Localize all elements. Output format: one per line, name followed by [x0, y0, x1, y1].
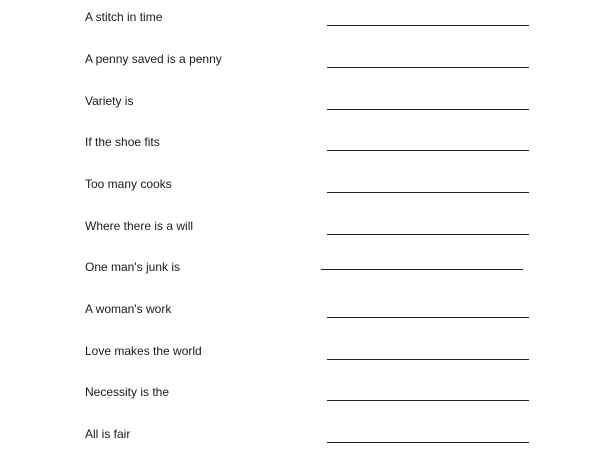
answer-blank-line[interactable]	[327, 25, 529, 26]
proverb-prompt: All is fair	[85, 427, 131, 441]
proverb-row	[0, 135, 612, 165]
proverb-row	[0, 385, 612, 415]
proverb-row	[0, 177, 612, 207]
answer-blank-line[interactable]	[327, 192, 529, 193]
proverb-row	[0, 302, 612, 332]
proverb-prompt: A woman's work	[85, 302, 172, 316]
proverb-prompt: A stitch in time	[85, 10, 163, 24]
proverb-prompt: Variety is	[85, 94, 134, 108]
answer-blank-line[interactable]	[327, 150, 529, 151]
proverb-prompt: If the shoe fits	[85, 135, 160, 149]
proverb-prompt: Love makes the world	[85, 344, 202, 358]
answer-blank-line[interactable]	[327, 317, 529, 318]
proverb-row	[0, 427, 612, 457]
proverb-prompt: Where there is a will	[85, 219, 194, 233]
answer-blank-line[interactable]	[327, 234, 529, 235]
proverb-row	[0, 260, 612, 290]
proverb-row	[0, 344, 612, 374]
answer-blank-line[interactable]	[327, 442, 529, 443]
proverb-row	[0, 219, 612, 249]
answer-blank-line[interactable]	[327, 67, 529, 68]
proverb-row	[0, 52, 612, 82]
answer-blank-line[interactable]	[327, 400, 529, 401]
proverb-prompt: One man's junk is	[85, 260, 180, 274]
proverb-prompt: Necessity is the	[85, 385, 170, 399]
proverb-row	[0, 94, 612, 124]
answer-blank-line[interactable]	[327, 359, 529, 360]
proverb-prompt: A penny saved is a penny	[85, 52, 222, 66]
proverb-prompt: Too many cooks	[85, 177, 172, 191]
answer-blank-line[interactable]	[321, 269, 523, 270]
answer-blank-line[interactable]	[327, 109, 529, 110]
proverb-row	[0, 10, 612, 40]
